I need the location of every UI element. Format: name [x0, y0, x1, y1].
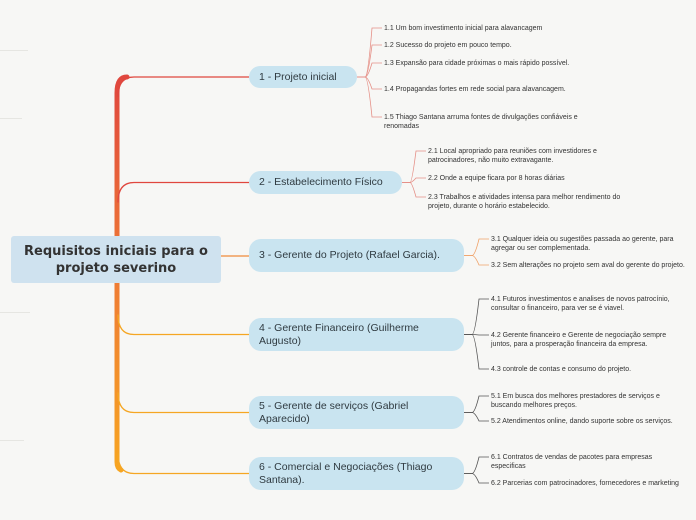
branch-connector [118, 454, 249, 474]
leaf-1-3[interactable]: 1.3 Expansão para cidade próximas o mais rápido possível. [384, 60, 570, 67]
central-topic[interactable]: Requisitos iniciais para o projeto severino [11, 236, 221, 283]
leaf-4-3[interactable]: 4.3 controle de contas e consumo do projeto. [491, 366, 632, 373]
leaf-connector [357, 77, 382, 89]
branch-connector [118, 393, 249, 413]
leaf-connector [464, 474, 489, 484]
leaf-6-1[interactable]: 6.1 Contratos de vendas de pacotes para empresas especificas [491, 454, 653, 470]
leaf-connector [464, 335, 489, 370]
branch-connector [118, 315, 249, 335]
leaf-4-2[interactable]: 4.2 Gerente financeiro e Gerente de negociação sempre juntos, para a prosperação financeira da empresa. [491, 332, 667, 348]
leaf-1-2[interactable]: 1.2 Sucesso do projeto em pouco tempo. [384, 42, 512, 49]
leaf-connector [464, 256, 489, 266]
leaf-connector [464, 457, 489, 474]
leaf-2-2[interactable]: 2.2 Onde a equipe ficara por 8 horas diárias [428, 175, 565, 182]
leaf-connector [464, 396, 489, 413]
leaf-2-3[interactable]: 2.3 Trabalhos e atividades intensa para melhor rendimento do projeto, durante o horário estabelecido. [428, 194, 621, 210]
leaf-1-1[interactable]: 1.1 Um bom investimento inicial para alavancagem [384, 25, 543, 32]
leaf-3-1[interactable]: 3.1 Qualquer ideia ou sugestões passada ao gerente, para agregar ou ser complementada. [491, 236, 674, 252]
leaf-1-4[interactable]: 1.4 Propagandas fortes em rede social para alavancagem. [384, 86, 566, 93]
leaf-connector [402, 178, 426, 183]
leaf-connector [464, 239, 489, 256]
leaf-3-2[interactable]: 3.2 Sem alterações no projeto sem aval do gerente do projeto. [491, 262, 685, 269]
branch-node-estabelecimento-fisico[interactable]: 2 - Estabelecimento Físico [249, 171, 402, 194]
branch-node-gerente-financeiro[interactable]: 4 - Gerente Financeiro (Guilherme Augusto) [249, 318, 464, 351]
branch-node-gerente-projeto[interactable]: 3 - Gerente do Projeto (Rafael Garcia). [249, 239, 464, 272]
leaf-connector [357, 63, 382, 77]
branch-connector [118, 183, 249, 203]
leaf-5-2[interactable]: 5.2 Atendimentos online, dando suporte sobre os serviços. [491, 418, 673, 425]
branch-node-gerente-servicos[interactable]: 5 - Gerente de serviços (Gabriel Aparecido) [249, 396, 464, 429]
leaf-connector [464, 413, 489, 422]
branch-node-projeto-inicial[interactable]: 1 - Projeto inicial [249, 66, 357, 88]
leaf-connector [357, 45, 382, 77]
leaf-4-1[interactable]: 4.1 Futuros investimentos e analises de novos patrocínio, consultar o financeiro, para ver se é viavel. [491, 296, 670, 312]
leaf-connector [464, 299, 489, 335]
leaf-1-5[interactable]: 1.5 Thiago Santana arruma fontes de divulgações confiáveis e renomadas [384, 114, 578, 130]
leaf-5-1[interactable]: 5.1 Em busca dos melhores prestadores de serviços e buscando melhores preços. [491, 393, 660, 409]
leaf-2-1[interactable]: 2.1 Local apropriado para reuniões com investidores e patrocinadores, não muito extravagante. [428, 148, 597, 164]
leaf-connector [402, 183, 426, 198]
leaf-6-2[interactable]: 6.2 Parcerias com patrocinadores, fornecedores e marketing [491, 480, 679, 487]
branch-connector [118, 77, 249, 97]
branch-node-comercial-negociacoes[interactable]: 6 - Comercial e Negociações (Thiago Santana). [249, 457, 464, 490]
